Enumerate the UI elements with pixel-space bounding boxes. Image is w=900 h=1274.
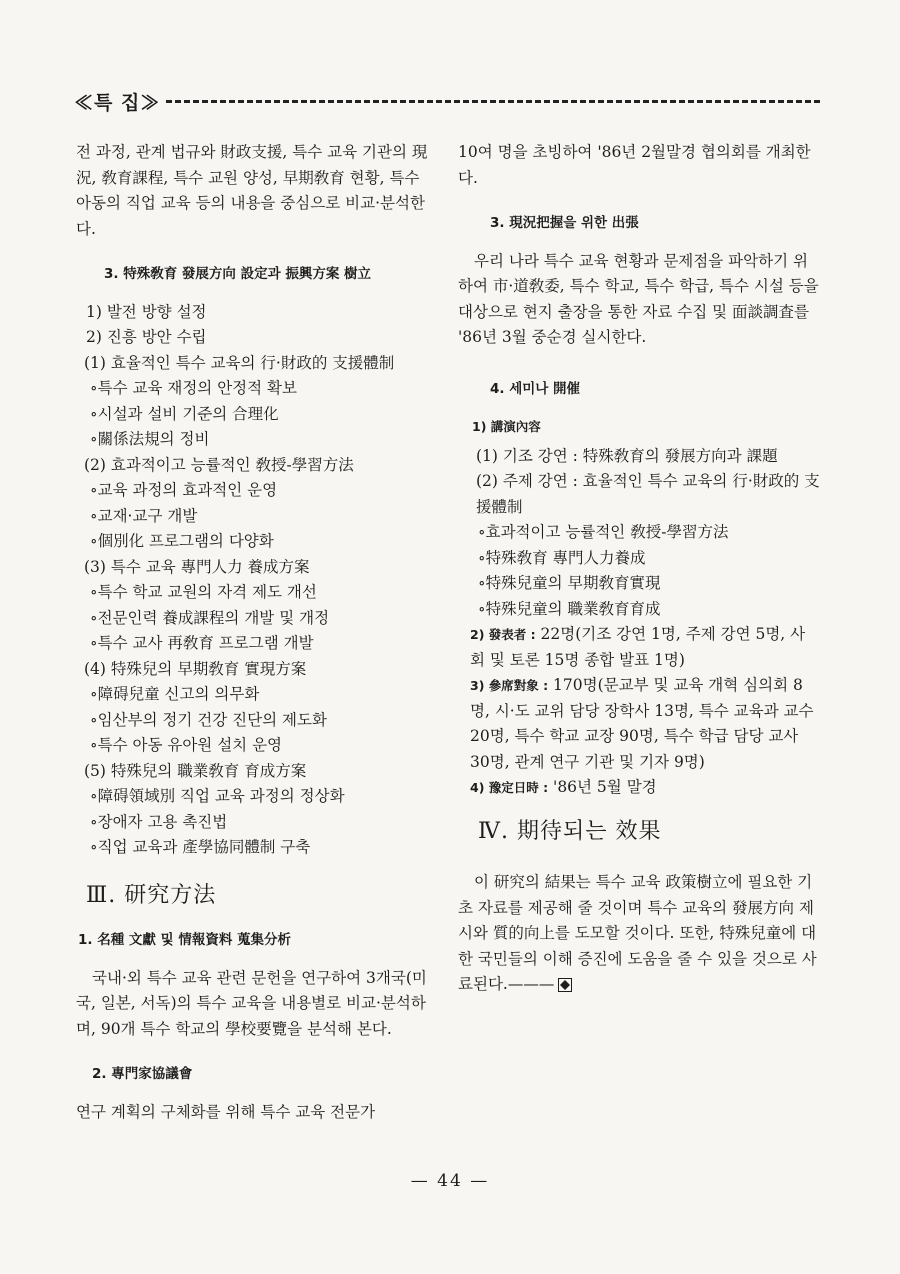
method-2-heading: 2. 專門家協議會	[92, 1066, 193, 1082]
right-column	[458, 140, 820, 998]
page-number: — 44 —	[410, 1171, 490, 1191]
presenters-item	[470, 622, 820, 673]
plan-group-5	[76, 759, 428, 861]
attendees-label: 3) 參席對象 :	[470, 678, 549, 693]
bullet-item: ∘시설과 설비 기준의 合理化	[90, 404, 279, 423]
group-title: (1) 효율적인 특수 교육의 行·財政的 支援體制	[84, 353, 395, 372]
header-dashed-rule	[166, 100, 820, 103]
bullet-item: ∘교육 과정의 효과적인 운영	[90, 481, 278, 499]
method-2-paragraph: 연구 계획의 구체화를 위해 특수 교육 전문가	[76, 1102, 376, 1121]
left-column	[76, 140, 428, 1125]
date-text: '86년 5월 말경	[548, 778, 657, 796]
plan-group-4	[76, 657, 428, 759]
group-title: (4) 特殊兒의 早期敎育 實現方案	[84, 659, 307, 678]
bullet-item: ∘교재·교구 개발	[90, 506, 198, 525]
section-3-heading: 3. 特殊敎育 發展方向 設定과 振興方案 樹立	[104, 266, 372, 282]
talk-item: (1) 기조 강연 : 特殊敎育의 發展方向과 課題	[476, 446, 778, 465]
lecture-content-heading: 1) 講演內容	[472, 419, 541, 434]
bullet-item: ∘특수 교육 재정의 안정적 확보	[90, 379, 297, 397]
intro-paragraph: 전 과정, 관계 법규와 財政支援, 특수 교육 기관의 現況, 敎育課程, 특수 교원 양성, 早期敎育 현황, 특수 아동의 직업 교육 등의 내용을 중심으로 비교·분석한다.	[76, 143, 428, 238]
plan-group-3	[76, 555, 428, 657]
topic-item: ∘효과적이고 능률적인 敎授-學習方法	[478, 523, 729, 541]
method-4-heading: 4. 세미나 開催	[490, 380, 581, 397]
bullet-item: ∘특수 아동 유아원 설치 운영	[90, 736, 283, 754]
bullet-item: ∘전문인력 養成課程의 개발 및 개정	[90, 608, 330, 627]
bullet-item: ∘個別化 프로그램의 다양화	[90, 532, 274, 550]
attendees-item	[470, 673, 820, 775]
method-1-paragraph: 국내·외 특수 교육 관련 문헌을 연구하여 3개국(미국, 일본, 서독)의 특수 교육을 내용별로 비교·분석하며, 90개 특수 학교의 學校要覽을 분석해 본다.	[76, 968, 427, 1038]
section-label: ≪특 집≫	[74, 91, 161, 114]
group-title: (2) 효과적이고 능률적인 敎授-學習方法	[84, 455, 354, 474]
method-3-paragraph: 우리 나라 특수 교육 현황과 문제점을 파악하기 위하여 市·道敎委, 특수 학교, 특수 학급, 특수 시설 등을 대상으로 현지 출장을 통한 자료 수집 및 面談調査를 '86년 3월 중순경 실시한다.	[458, 251, 819, 346]
bullet-item: ∘장애자 고용 촉진법	[90, 812, 228, 831]
date-label: 4) 豫定日時 :	[470, 780, 549, 795]
presenters-text: 22명(기조 강연 1명, 주제 강연 5명, 사회 및 토론 15명 종합 발표 1명)	[470, 625, 806, 669]
plan-group-1	[76, 351, 428, 453]
topic-item: ∘特殊兒童의 職業敎育育成	[478, 599, 661, 618]
effects-paragraph	[458, 870, 820, 998]
chapter-4-heading: Ⅳ. 期待되는 效果	[478, 818, 662, 844]
end-rule: ———	[507, 975, 555, 993]
bullet-item: ∘關係法規의 정비	[90, 430, 210, 448]
section-header	[74, 88, 820, 114]
bullet-item: ∘障碍領域別 직업 교육 과정의 정상화	[90, 787, 345, 805]
effects-text: 이 研究의 結果는 특수 교육 政策樹立에 필요한 기초 자료를 제공해 줄 것이며 특수 교육의 發展方向 제시와 質的向上를 도모할 것이다. 또한, 特殊兒童에 대한 국민들의 이해 증진에 도움을 줄 수 있을 것으로 사료된다.	[458, 873, 817, 993]
talk-item: (2) 주제 강연 : 효율적인 특수 교육의 行·財政的 支援體制	[476, 472, 820, 516]
group-title: (5) 特殊兒의 職業敎育 育成方案	[84, 761, 307, 780]
method-2-continued: 10여 명을 초빙하여 '86년 2월말경 협의회를 개최한다.	[458, 143, 811, 187]
bullet-item: ∘특수 교사 再敎育 프로그램 개발	[90, 634, 314, 652]
topic-item: ∘特殊敎育 專門人力養成	[478, 548, 646, 567]
chapter-3-heading: Ⅲ. 研究方法	[86, 882, 217, 908]
end-mark-icon	[558, 978, 572, 992]
list-item: 2) 진흥 방안 수립	[86, 328, 207, 346]
bullet-item: ∘직업 교육과 產學協同體制 구축	[90, 838, 311, 856]
date-item	[470, 775, 820, 801]
method-1-heading: 1. 名種 文獻 및 情報資料 蒐集分析	[78, 932, 292, 948]
bullet-item: ∘障碍兒童 신고의 의무화	[90, 685, 260, 703]
presenters-label: 2) 發表者 :	[470, 627, 536, 642]
bullet-item: ∘특수 학교 교원의 자격 제도 개선	[90, 583, 317, 601]
bullet-item: ∘임산부의 정기 건강 진단의 제도화	[90, 710, 327, 729]
plan-group-2	[76, 453, 428, 555]
group-title: (3) 특수 교육 專門人力 養成方案	[84, 557, 310, 576]
list-item: 1) 발전 방향 설정	[86, 302, 207, 321]
method-3-heading: 3. 現況把握을 위한 出張	[490, 215, 639, 231]
topic-item: ∘特殊兒童의 早期敎育實現	[478, 574, 661, 592]
attendees-text: 170명(문교부 및 교육 개혁 심의회 8명, 시·도 교위 담당 장학사 13명, 특수 교육과 교수 20명, 특수 학교 교장 90명, 특수 학급 담당 교사 30명, 관계 연구 기관 및 기자 9명)	[470, 676, 814, 771]
